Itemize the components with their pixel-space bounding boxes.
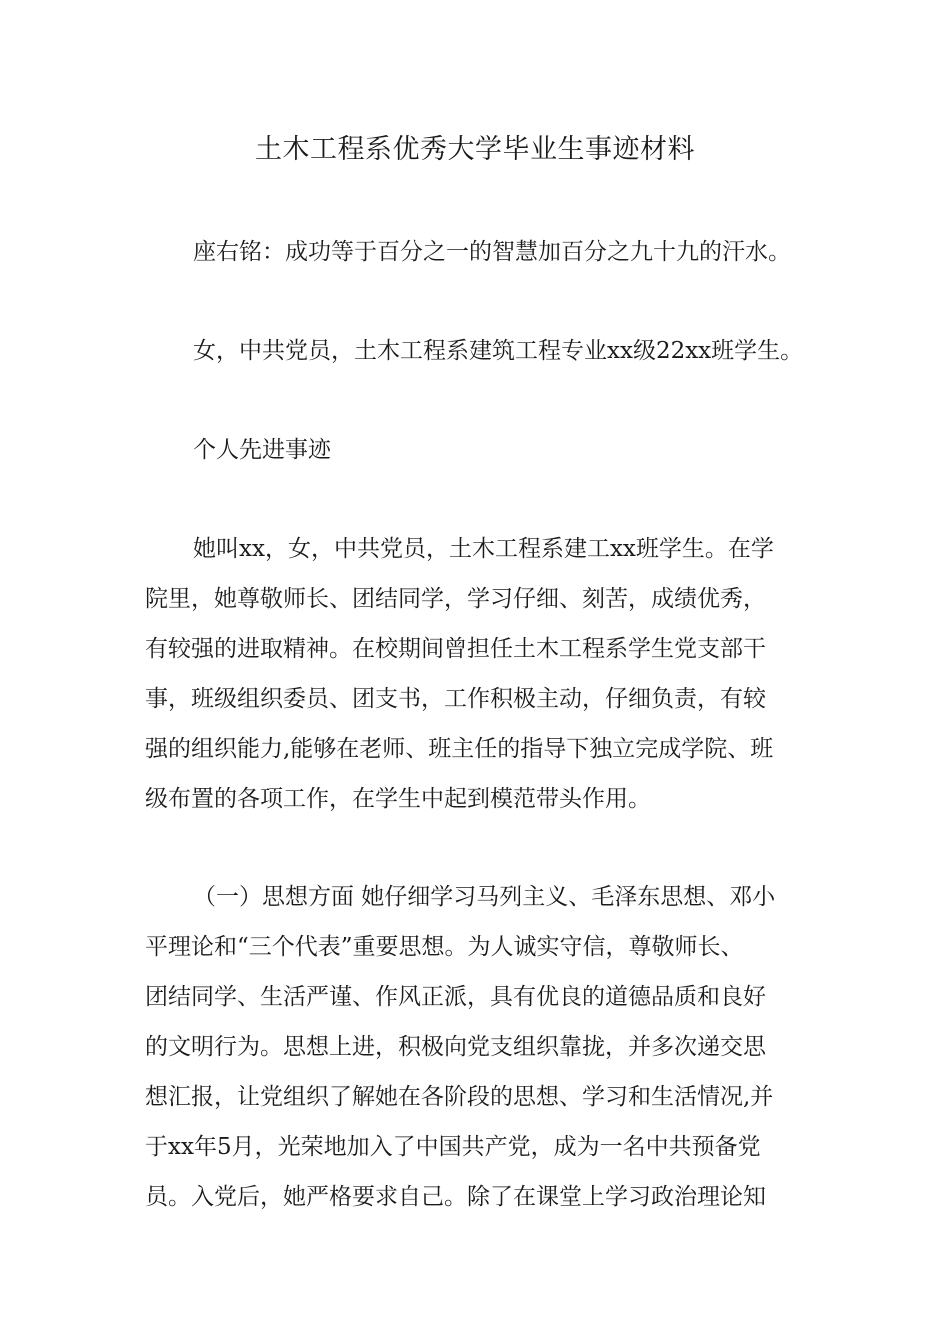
paragraph1-line: 级布置的各项工作，在学生中起到模范带头作用。 [145,786,651,812]
paragraph2-line: 团结同学、生活严谨、作风正派，具有优良的道德品质和良好 [145,984,766,1010]
paragraph1-line: 院里，她尊敬师长、团结同学，学习仔细、刻苦，成绩优秀， [145,586,766,612]
paragraph1-line: 有较强的进取精神。在校期间曾担任土木工程系学生党支部干 [145,636,766,662]
paragraph2-line: （一）思想方面 她仔细学习马列主义、毛泽东思想、邓小 [193,884,776,910]
section-heading: 个人先进事迹 [193,437,331,463]
paragraph2-line: 想汇报，让党组织了解她在各阶段的思想、学习和生活情况,并 [145,1084,774,1110]
paragraph1-line: 事，班级组织委员、团支书，工作积极主动，仔细负责，有较 [145,686,766,712]
paragraph2-line: 于xx年5月，光荣地加入了中国共产党，成为一名中共预备党 [145,1134,761,1160]
motto-line: 座右铭：成功等于百分之一的智慧加百分之九十九的汗水。 [193,239,791,265]
paragraph2-line: 的文明行为。思想上进，积极向党支组织靠拢，并多次递交思 [145,1034,766,1060]
paragraph1-line: 她叫xx，女，中共党员，土木工程系建工xx班学生。在学 [193,536,774,562]
intro-line: 女，中共党员，土木工程系建筑工程专业xx级22xx班学生。 [193,338,804,364]
paragraph1-line: 强的组织能力,能够在老师、班主任的指导下独立完成学院、班 [145,736,774,762]
paragraph2-line: 平理论和“三个代表”重要思想。为人诚实守信，尊敬师长、 [145,934,744,960]
document-title: 土木工程系优秀大学毕业生事迹材料 [255,134,695,165]
paragraph2-line: 员。入党后，她严格要求自己。除了在课堂上学习政治理论知 [145,1184,766,1210]
